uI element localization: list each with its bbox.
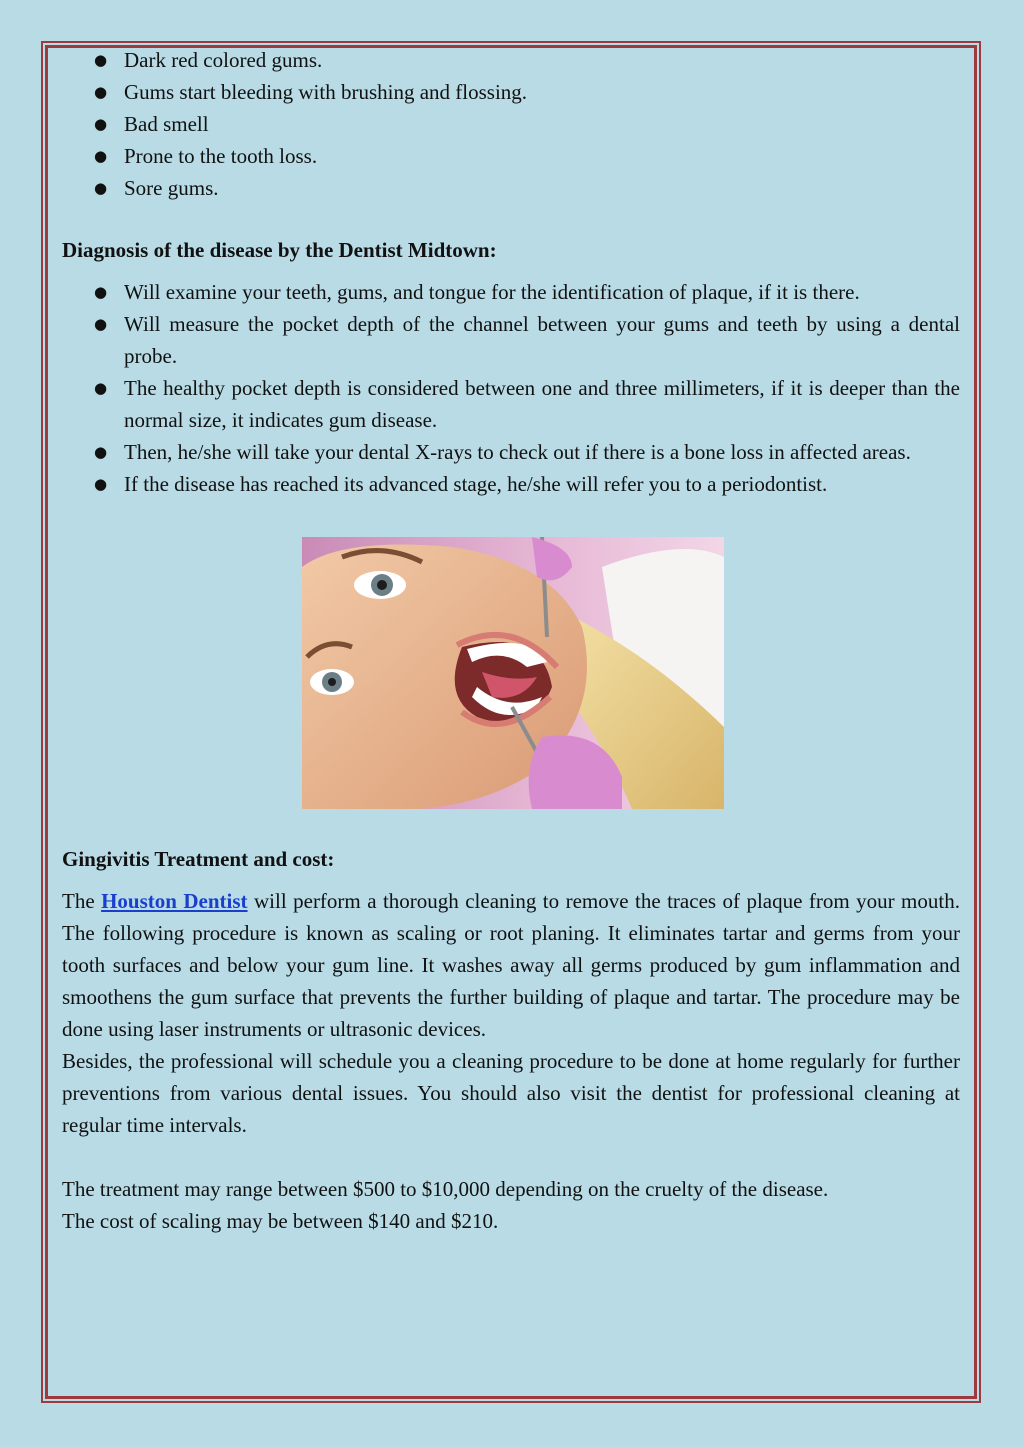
diagnosis-heading: Diagnosis of the disease by the Dentist Midtown: bbox=[62, 238, 497, 262]
list-item: ● If the disease has reached its advanced stage, he/she will refer you to a periodontist. bbox=[62, 468, 960, 500]
diagnosis-list bbox=[62, 276, 960, 500]
treatment-paragraph-1 bbox=[62, 885, 960, 1045]
list-item: ● Sore gums. bbox=[62, 172, 960, 204]
text-run: The bbox=[62, 889, 102, 913]
symptoms-list bbox=[62, 44, 960, 204]
list-item: ● The healthy pocket depth is considered between one and three millimeters, if it is deeper than the normal size, it indicates gum disease. bbox=[62, 372, 960, 436]
list-item: ● Will examine your teeth, gums, and tongue for the identification of plaque, if it is there. bbox=[62, 276, 960, 308]
dental-exam-photo bbox=[302, 537, 724, 809]
list-item: ● Prone to the tooth loss. bbox=[62, 140, 960, 172]
paragraph-spacer bbox=[62, 1141, 960, 1173]
cost-paragraph-2: The cost of scaling may be between $140 and $210. bbox=[62, 1209, 499, 1233]
treatment-heading: Gingivitis Treatment and cost: bbox=[62, 847, 335, 871]
treatment-paragraph-2: Besides, the professional will schedule you a cleaning procedure to be done at home regularly for further preventions from various dental issues. You should also visit the dentist for professional cleaning at regular time intervals. bbox=[62, 1049, 960, 1137]
list-item: ● Will measure the pocket depth of the channel between your gums and teeth by using a dental probe. bbox=[62, 308, 960, 372]
houston-dentist-link[interactable]: Houston Dentist bbox=[101, 889, 248, 913]
list-item: ● Then, he/she will take your dental X-rays to check out if there is a bone loss in affected areas. bbox=[62, 436, 960, 468]
list-item: ● Gums start bleeding with brushing and flossing. bbox=[62, 76, 960, 108]
list-item: ● Bad smell bbox=[62, 108, 960, 140]
document-content bbox=[62, 44, 960, 1237]
cost-paragraph-1: The treatment may range between $500 to $10,000 depending on the cruelty of the disease. bbox=[62, 1177, 829, 1201]
text-run: will perform a thorough cleaning to remove the traces of plaque from your mouth. The following procedure is known as scaling or root planing. It eliminates tartar and germs from your tooth surfaces and below your gum line. It washes away all germs produced by gum inflammation and smoothens the gum surface that prevents the further building of plaque and tartar. The procedure may be done using laser instruments or ultrasonic devices. bbox=[62, 889, 960, 1041]
list-item: ● Dark red colored gums. bbox=[62, 44, 960, 76]
